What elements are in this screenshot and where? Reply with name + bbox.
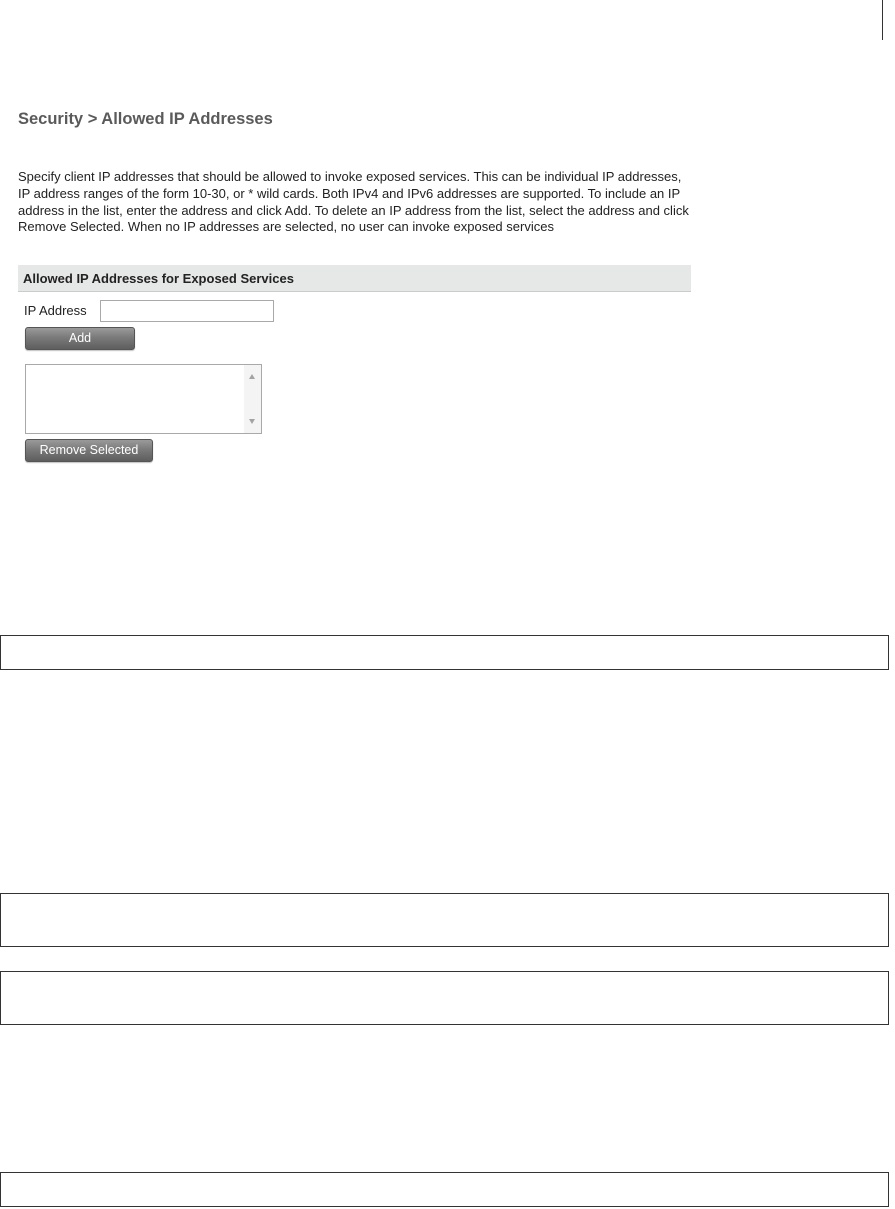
scroll-up-arrow-icon[interactable] [249, 374, 255, 379]
section-header: Allowed IP Addresses for Exposed Services [18, 265, 691, 292]
page-title: Security > Allowed IP Addresses [18, 110, 273, 128]
empty-frame [0, 893, 889, 947]
allowed-ip-list[interactable] [25, 364, 262, 434]
ip-address-input[interactable] [100, 300, 274, 322]
add-button[interactable]: Add [25, 327, 135, 350]
page-edge-rule [882, 0, 883, 40]
empty-frame [0, 971, 889, 1025]
page-description: Specify client IP addresses that should be allowed to invoke exposed services. This can be individual IP addresses, IP address ranges of the form 10-30, or * wild cards. Both IPv4 and IPv6 addresses are supported. To include an IP address in the list, enter the address and click Add. To delete an IP address from the list, select the address and click Remove Selected. When no IP addresses are selected, no user can invoke exposed services [18, 169, 689, 235]
empty-frame [0, 635, 889, 670]
empty-frame [0, 1172, 889, 1207]
scroll-down-arrow-icon[interactable] [249, 419, 255, 424]
remove-selected-button[interactable]: Remove Selected [25, 439, 153, 462]
ip-address-label: IP Address [24, 303, 87, 318]
list-scrollbar[interactable] [244, 365, 261, 433]
